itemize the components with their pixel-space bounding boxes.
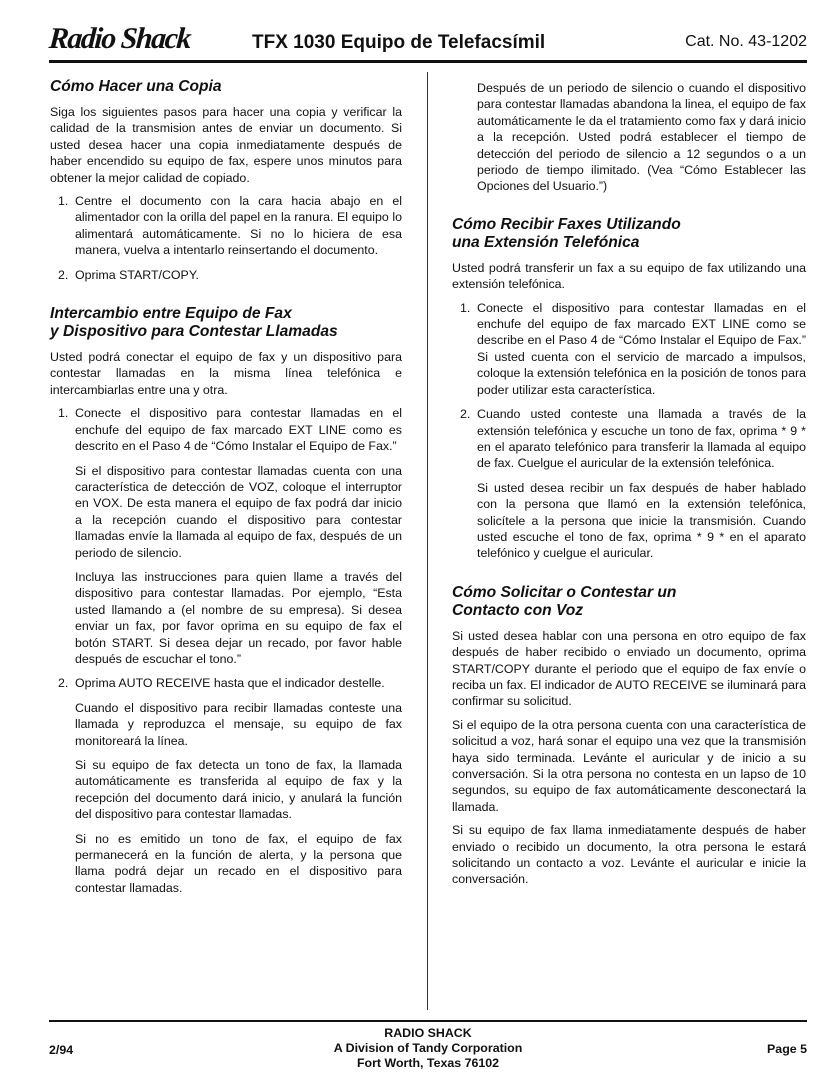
footer-company: RADIO SHACK: [384, 1026, 472, 1040]
section-heading-exchange: [50, 305, 402, 341]
column-divider: [427, 72, 428, 1010]
step-paragraph: Si el dispositivo para contestar llamadas cuenta con una característica de detección de VOZ, coloque el interruptor en VOX. De esta manera el equipo de fax podrá dar inicio a la recepción cuando el dispositivo para contestar llamadas envíe la llamada al equipo de fax, después de un periodo de silencio.: [75, 463, 402, 560]
section-heading-copy: Cómo Hacer una Copia: [50, 78, 222, 95]
extension-step-2: [452, 406, 806, 562]
step-paragraph: Si no es emitido un tono de fax, el equipo de fax permanecerá en la función de alerta, y la persona que llama podrá dejar un recado en el dispositivo para contestar llamadas.: [75, 831, 402, 895]
step-paragraph: Conecte el dispositivo para contestar llamadas en el enchufe del equipo de fax marcado EXT LINE como es descrito en el Paso 4 de “Cómo Instalar el Equipo de Fax.”: [75, 406, 402, 454]
extension-intro: Usted podrá transferir un fax a su equipo de fax utilizando una extensión telefónica.: [452, 260, 806, 292]
step-number: 2.: [58, 676, 69, 691]
heading-line-2: una Extensión Telefónica: [452, 233, 640, 251]
footer-rule: [49, 1020, 807, 1022]
footer-division: A Division of Tandy Corporation: [333, 1041, 523, 1055]
section-heading-voice: [452, 584, 806, 620]
footer-address: [49, 1026, 807, 1071]
model-title: TFX 1030 Equipo de Telefacsímil: [252, 32, 546, 53]
page-header: [47, 22, 807, 56]
header-rule: [49, 60, 807, 63]
step-number: 1.: [58, 194, 69, 209]
step-number: 2.: [460, 407, 471, 422]
step-paragraph: Si usted desea recibir un fax después de haber hablado con la persona que llamó en la extensión telefónica, solicítele a la persona que inicie la transmisión. Cuando usted escuche el tono de fax, oprima * 9 * en el aparato telefónico y cuelgue el auricular.: [477, 480, 806, 561]
step-number: 2.: [58, 267, 69, 282]
step-paragraph: Oprima AUTO RECEIVE hasta que el indicador destelle.: [75, 676, 385, 691]
brand-logo: Radio Shack: [47, 22, 192, 55]
heading-line-1: Cómo Recibir Faxes Utilizando: [452, 215, 681, 233]
heading-line-2: y Dispositivo para Contestar Llamadas: [50, 323, 338, 341]
step-paragraph: Si su equipo de fax detecta un tono de fax, la llamada automáticamente es transferida al equipo de fax y la recepción del documento dará inicio, y anulará la función del dispositivo para contestar llamadas.: [75, 758, 402, 822]
page-number: Page 5: [767, 1042, 807, 1056]
continuation-paragraph: Después de un periodo de silencio o cuando el dispositivo para contestar llamadas abandona la linea, el equipo de fax automáticamente le da el tratamiento como fax y dará inicio a la recepción. Usted podrá establecer el tiempo de detección del periodo de silencio a 12 segundos o a un periodo de tiempo ilimitado. (Vea “Cómo Establecer las Opciones del Usuario.”): [477, 81, 806, 194]
heading-line-2: Contacto con Voz: [452, 601, 584, 619]
step-number: 1.: [58, 406, 69, 421]
copy-step-2: [50, 267, 402, 283]
step-paragraph: Incluya las instrucciones para quien llame a través del dispositivo para contestar llamadas. Por ejemplo, “Esta usted llamando a (el nombre de su empresa). Si desea enviar un fax, por favor oprima en su equipo de fax el botón START. Si desea dejar un recado, por favor hable después de escuchar el tono.”: [75, 569, 402, 666]
heading-line-1: Intercambio entre Equipo de Fax: [50, 305, 292, 323]
step-text: Centre el documento con la cara hacia abajo en el alimentador con la orilla del papel en la ranura. El equipo lo alimentará automáticamente. Si no lo hiciera de esa manera, vuelva a intentarlo reinsertando el documento.: [75, 194, 402, 258]
exchange-step-1: [50, 405, 402, 667]
voice-paragraph: Si usted desea hablar con una persona en otro equipo de fax después de haber recibido o enviado un documento, oprima START/COPY durante el periodo que el equipo de fax envíe o reciba un fax. El indicador de AUTO RECEIVE se iluminará para confirmar su solicitud.: [452, 628, 806, 709]
right-column: [452, 80, 806, 895]
footer-date: 2/94: [49, 1043, 74, 1057]
copy-intro: Siga los siguientes pasos para hacer una copia y verificar la calidad de la transmision antes de enviar un documento. Si usted desea hacer una copia inmediatamente después de haber encendido su equipo de fax, espere unos minutos para obtener la mejor calidad de copiado.: [50, 105, 402, 185]
heading-line-1: Cómo Solicitar o Contestar un: [452, 583, 677, 601]
catalog-number: Cat. No. 43-1202: [685, 33, 807, 50]
step-paragraph: Cuando el dispositivo para recibir llamadas conteste una llamada y reproduzca el mensaje, su equipo de fax monitoreará la línea.: [75, 700, 402, 748]
exchange-step-2: [50, 675, 402, 896]
exchange-intro: Usted podrá conectar el equipo de fax y un dispositivo para contestar llamadas en la misma línea telefónica e intercambiarlas entre una y otra.: [50, 350, 402, 397]
footer-location: Fort Worth, Texas 76102: [356, 1056, 500, 1070]
copy-step-1: [50, 193, 402, 259]
step-number: 1.: [460, 300, 471, 315]
step-paragraph: Conecte el dispositivo para contestar llamadas en el enchufe del equipo de fax marcado EXT LINE como se describe en el Paso 4 de “Cómo Instalar el Equipo de Fax.” Si usted cuenta con el servicio de marcado a impulsos, coloque la extensión telefónica en la posición de tonos para poder utilizar esta característica.: [477, 300, 806, 397]
voice-paragraph: Si su equipo de fax llama inmediatamente después de haber enviado o recibido un documento, la otra persona le estará solicitando un contacto a voz. Levánte el auricular e inicie la conversación.: [452, 823, 806, 887]
left-column: [50, 78, 402, 904]
section-heading-extension: [452, 216, 806, 252]
extension-step-1: [452, 300, 806, 398]
step-paragraph: Cuando usted conteste una llamada a través de la extensión telefónica y escuche un tono de fax, oprima * 9 * en el aparato telefónico para transferir la llamada al equipo de fax. Cuelgue el auricular de la extensión telefónica.: [477, 407, 806, 471]
voice-paragraph: Si el equipo de la otra persona cuenta con una característica de solicitud a voz, hará sonar el equipo una vez que la transmisión haya sido terminada. Levánte el auricular y de inicio a su conversación. Si la otra persona no contesta en un lapso de 10 segundos, su equipo de fax automáticamente desconectará la llamada.: [452, 717, 806, 814]
step-text: Oprima START/COPY.: [75, 267, 199, 282]
